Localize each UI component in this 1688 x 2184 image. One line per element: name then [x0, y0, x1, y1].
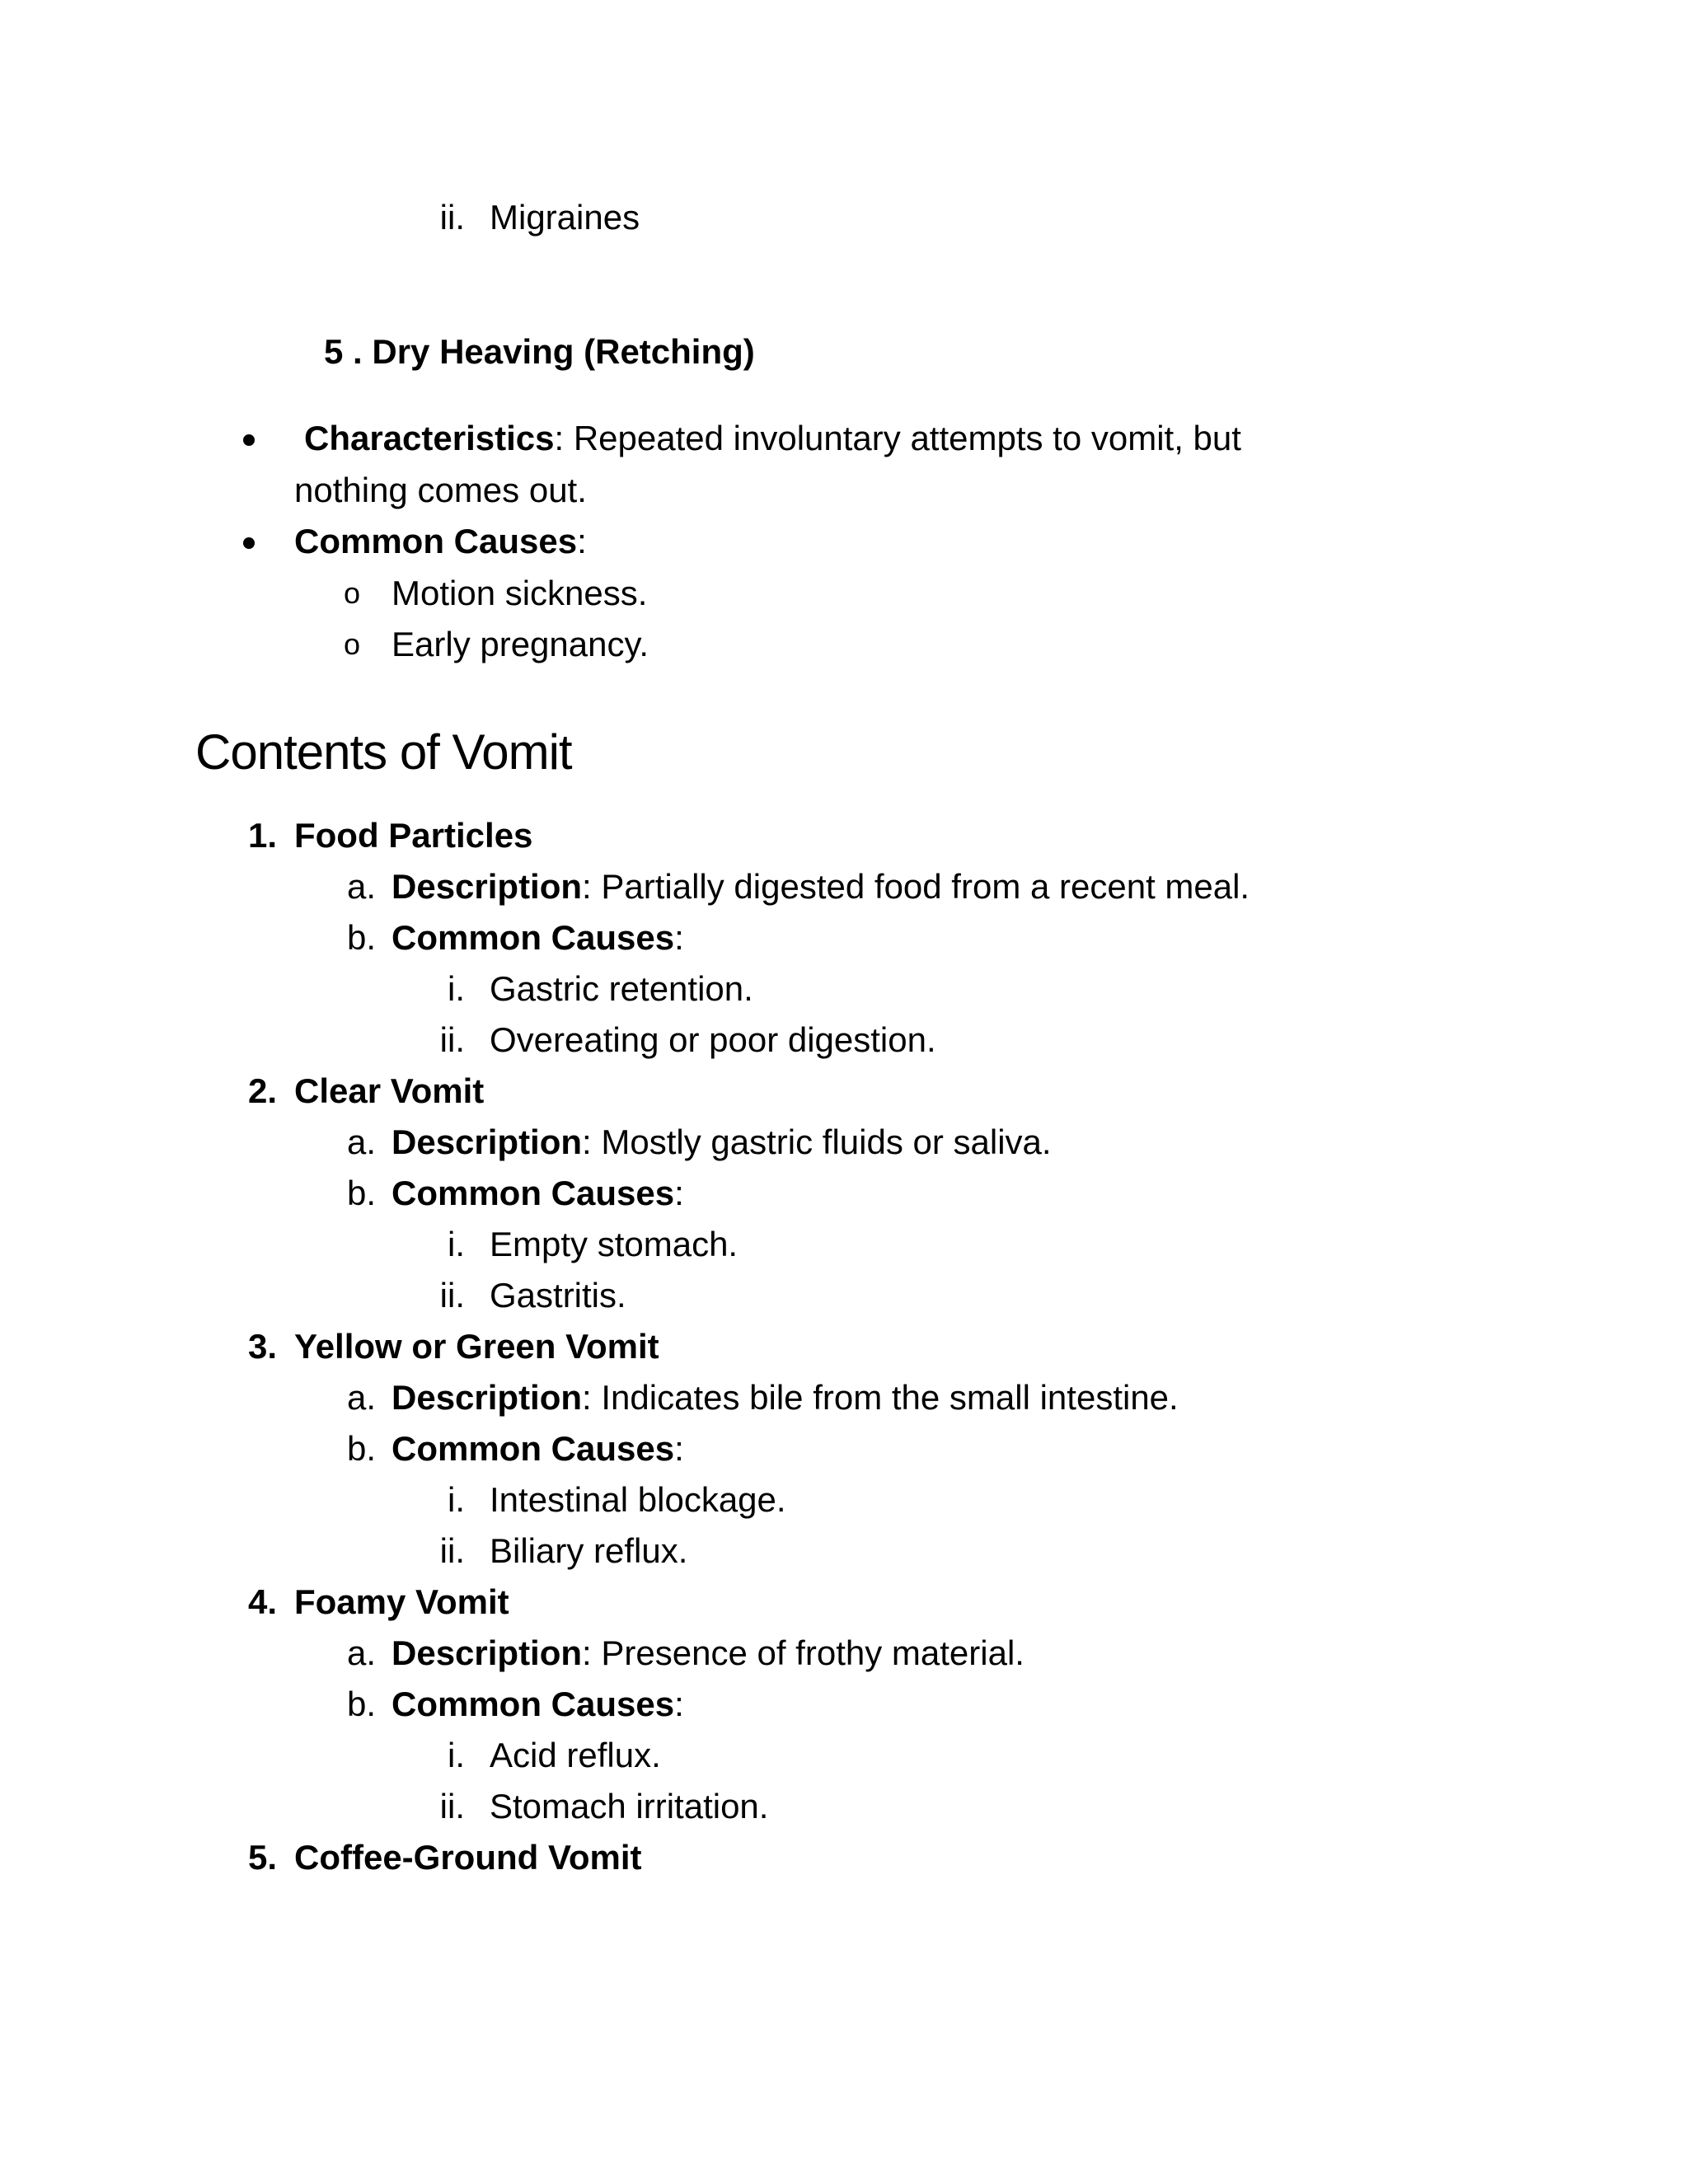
- list-marker: ii.: [439, 1276, 465, 1315]
- causes-label: Common Causes: [392, 918, 675, 957]
- bullet-label: Common Causes: [294, 522, 578, 560]
- list-marker: b.: [346, 1685, 376, 1723]
- description-line: [392, 1121, 1052, 1164]
- bullet-separator: :: [577, 522, 587, 560]
- list-marker: a.: [346, 1122, 376, 1161]
- bullet-icon: [243, 434, 255, 446]
- causes-line: [392, 1683, 684, 1726]
- bullet-text: Repeated involuntary attempts to vomit, but: [564, 419, 1241, 457]
- bullet-label: Characteristics: [304, 419, 555, 457]
- cause-text: Acid reflux.: [490, 1736, 661, 1774]
- causes-line: [392, 1427, 684, 1470]
- list-marker: ii.: [439, 1787, 465, 1825]
- list-item-text: Migraines: [490, 198, 640, 237]
- sub-bullet-text: Motion sickness.: [392, 574, 648, 612]
- description-label: Description: [392, 867, 583, 906]
- causes-separator: :: [674, 1429, 684, 1468]
- list-marker: a.: [346, 867, 376, 906]
- list-marker: ii.: [439, 198, 465, 237]
- cause-text: Gastric retention.: [490, 969, 753, 1008]
- bullet-separator: :: [554, 419, 565, 457]
- causes-label: Common Causes: [392, 1685, 675, 1723]
- description-line: [392, 1632, 1025, 1675]
- list-number: 1.: [247, 816, 277, 855]
- bullet-item: [294, 520, 587, 563]
- list-marker: i.: [448, 1225, 465, 1263]
- cause-text: Biliary reflux.: [490, 1531, 688, 1570]
- bullet-icon: [243, 537, 255, 549]
- circle-bullet-icon: o: [344, 627, 361, 661]
- description-label: Description: [392, 1122, 583, 1161]
- list-marker: b.: [346, 918, 376, 957]
- sub-bullet-text: Early pregnancy.: [392, 625, 649, 663]
- item-title: Food Particles: [294, 816, 533, 855]
- causes-label: Common Causes: [392, 1174, 675, 1212]
- cause-text: Gastritis.: [490, 1276, 626, 1315]
- description-text: : Partially digested food from a recent meal.: [582, 867, 1250, 906]
- list-number: 3.: [247, 1327, 277, 1366]
- cause-text: Empty stomach.: [490, 1225, 738, 1263]
- list-marker: ii.: [439, 1020, 465, 1059]
- list-marker: i.: [448, 1736, 465, 1774]
- causes-separator: :: [674, 1174, 684, 1212]
- description-line: [392, 865, 1250, 908]
- cause-text: Stomach irritation.: [490, 1787, 769, 1825]
- circle-bullet-icon: o: [344, 576, 361, 610]
- description-label: Description: [392, 1378, 583, 1417]
- section-title: 5 . Dry Heaving (Retching): [324, 332, 755, 371]
- section-heading: Contents of Vomit: [195, 724, 572, 780]
- description-line: [392, 1376, 1179, 1419]
- list-marker: i.: [448, 1480, 465, 1519]
- item-title: Yellow or Green Vomit: [294, 1327, 659, 1366]
- list-marker: i.: [448, 969, 465, 1008]
- list-marker: b.: [346, 1174, 376, 1212]
- list-number: 5.: [247, 1838, 277, 1877]
- list-marker: a.: [346, 1378, 376, 1417]
- causes-line: [392, 916, 684, 959]
- bullet-item: [304, 417, 1241, 460]
- causes-line: [392, 1172, 684, 1215]
- cause-text: Intestinal blockage.: [490, 1480, 786, 1519]
- list-number: 4.: [247, 1582, 277, 1621]
- list-number: 2.: [247, 1071, 277, 1110]
- item-title: Foamy Vomit: [294, 1582, 509, 1621]
- list-marker: a.: [346, 1633, 376, 1672]
- causes-label: Common Causes: [392, 1429, 675, 1468]
- item-title: Clear Vomit: [294, 1071, 485, 1110]
- description-label: Description: [392, 1633, 583, 1672]
- item-title: Coffee-Ground Vomit: [294, 1838, 642, 1877]
- causes-separator: :: [674, 918, 684, 957]
- bullet-text-continued: nothing comes out.: [294, 471, 587, 509]
- description-text: : Mostly gastric fluids or saliva.: [582, 1122, 1052, 1161]
- causes-separator: :: [674, 1685, 684, 1723]
- list-marker: b.: [346, 1429, 376, 1468]
- list-marker: ii.: [439, 1531, 465, 1570]
- description-text: : Presence of frothy material.: [582, 1633, 1025, 1672]
- cause-text: Overeating or poor digestion.: [490, 1020, 936, 1059]
- description-text: : Indicates bile from the small intestine.: [582, 1378, 1179, 1417]
